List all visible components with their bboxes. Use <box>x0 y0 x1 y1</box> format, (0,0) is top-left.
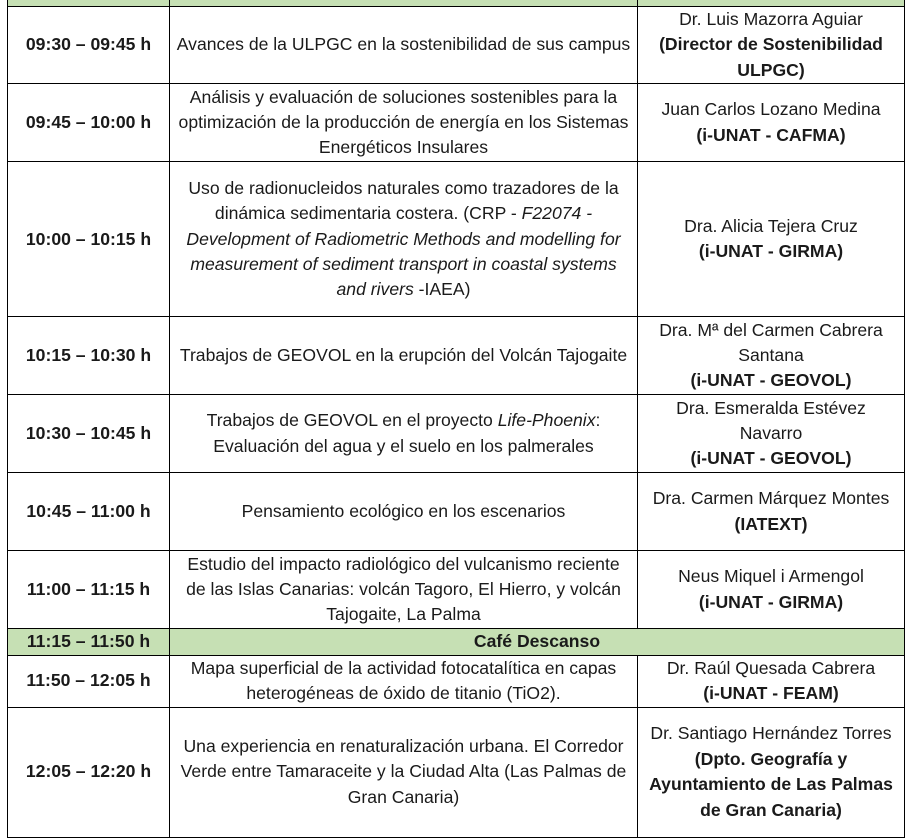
time-cell: 09:30 – 09:45 h <box>8 7 170 84</box>
time-cell: 11:00 – 11:15 h <box>8 551 170 629</box>
speaker-cell <box>638 395 905 473</box>
talk-title-italic: F22074 -Development of Radiometric Methods and modelling for measurement of sediment transport in coastal systems and rivers <box>186 203 621 300</box>
schedule-table <box>7 0 905 838</box>
talk-title-part: -IAEA) <box>413 279 471 300</box>
time-cell: 11:50 – 12:05 h <box>8 655 170 707</box>
talk-title: Estudio del impacto radiológico del vulcanismo reciente de las Islas Canarias: volcán Tagoro, El Hierro, y volcán Tajogaite, La Palma <box>170 551 638 629</box>
talk-title: Análisis y evaluación de soluciones sostenibles para la optimización de la producción de energía en los Sistemas Energéticos Insulares <box>170 84 638 162</box>
speaker-affiliation: (Dpto. Geografía y Ayuntamiento de Las Palmas de Gran Canaria) <box>649 748 893 820</box>
time-cell: 10:45 – 11:00 h <box>8 473 170 551</box>
talk-title: Avances de la ULPGC en la sostenibilidad de sus campus <box>170 7 638 84</box>
talk-title: Una experiencia en renaturalización urbana. El Corredor Verde entre Tamaraceite y la Ciudad Alta (Las Palmas de Gran Canaria) <box>170 707 638 837</box>
table-row <box>8 655 905 707</box>
speaker-affiliation: (Director de Sostenibilidad ULPGC) <box>659 34 883 80</box>
speaker-affiliation: (i-UNAT - GIRMA) <box>698 591 844 612</box>
speaker-cell <box>638 84 905 162</box>
speaker-affiliation: (i-UNAT - GIRMA) <box>698 241 844 262</box>
speaker-cell <box>638 473 905 551</box>
table-row <box>8 551 905 629</box>
time-cell: 10:15 – 10:30 h <box>8 317 170 395</box>
table-row <box>8 395 905 473</box>
talk-title-part: Trabajos de GEOVOL en el proyecto <box>206 410 498 431</box>
speaker-cell <box>638 551 905 629</box>
speaker-name: Neus Miquel i Armengol <box>678 566 864 587</box>
speaker-cell <box>638 707 905 837</box>
talk-title-part: Uso de radionucleidos naturales como trazadores de la dinámica sedimentaria costera. (CRP - <box>188 177 619 224</box>
speaker-name: Dr. Luis Mazorra Aguiar <box>679 9 863 29</box>
talk-title: Pensamiento ecológico en los escenarios <box>170 473 638 551</box>
table-row <box>8 162 905 317</box>
table-row <box>8 707 905 837</box>
table-row <box>8 317 905 395</box>
speaker-affiliation: (i-UNAT - GEOVOL) <box>690 448 852 469</box>
speaker-affiliation: (i-UNAT - CAFMA) <box>696 124 846 145</box>
table-row <box>8 473 905 551</box>
table-row <box>8 84 905 162</box>
talk-title <box>170 395 638 473</box>
time-cell: 10:00 – 10:15 h <box>8 162 170 317</box>
time-cell: 09:45 – 10:00 h <box>8 84 170 162</box>
speaker-cell <box>638 655 905 707</box>
break-label: Café Descanso <box>170 629 905 655</box>
speaker-cell <box>638 7 905 84</box>
speaker-affiliation: (IATEXT) <box>734 513 808 534</box>
speaker-affiliation: (i-UNAT - FEAM) <box>703 683 839 704</box>
speaker-name: Dra. Carmen Márquez Montes <box>652 488 890 509</box>
speaker-name: Dra. Esmeralda Estévez Navarro <box>676 397 866 444</box>
speaker-cell <box>638 317 905 395</box>
speaker-name: Dra. Mª del Carmen Cabrera Santana <box>659 319 883 366</box>
talk-title: Mapa superficial de la actividad fotocatalítica en capas heterogéneas de óxido de titanio (TiO2). <box>170 655 638 707</box>
talk-title-italic: Life-Phoenix <box>497 410 596 431</box>
speaker-name: Dra. Alicia Tejera Cruz <box>684 215 858 236</box>
talk-title-part: : Evaluación del agua y el suelo en los palmerales <box>213 410 601 456</box>
talk-title <box>170 162 638 317</box>
speaker-cell <box>638 162 905 317</box>
speaker-name: Dr. Raúl Quesada Cabrera <box>666 657 876 678</box>
talk-title: Trabajos de GEOVOL en la erupción del Volcán Tajogaite <box>170 317 638 395</box>
speaker-affiliation: (i-UNAT - GEOVOL) <box>690 370 852 391</box>
break-row <box>8 629 905 655</box>
speaker-name: Juan Carlos Lozano Medina <box>661 99 881 120</box>
time-cell: 11:15 – 11:50 h <box>8 629 170 655</box>
speaker-name: Dr. Santiago Hernández Torres <box>650 723 892 744</box>
time-cell: 10:30 – 10:45 h <box>8 395 170 473</box>
table-row <box>8 7 905 84</box>
time-cell: 12:05 – 12:20 h <box>8 707 170 837</box>
